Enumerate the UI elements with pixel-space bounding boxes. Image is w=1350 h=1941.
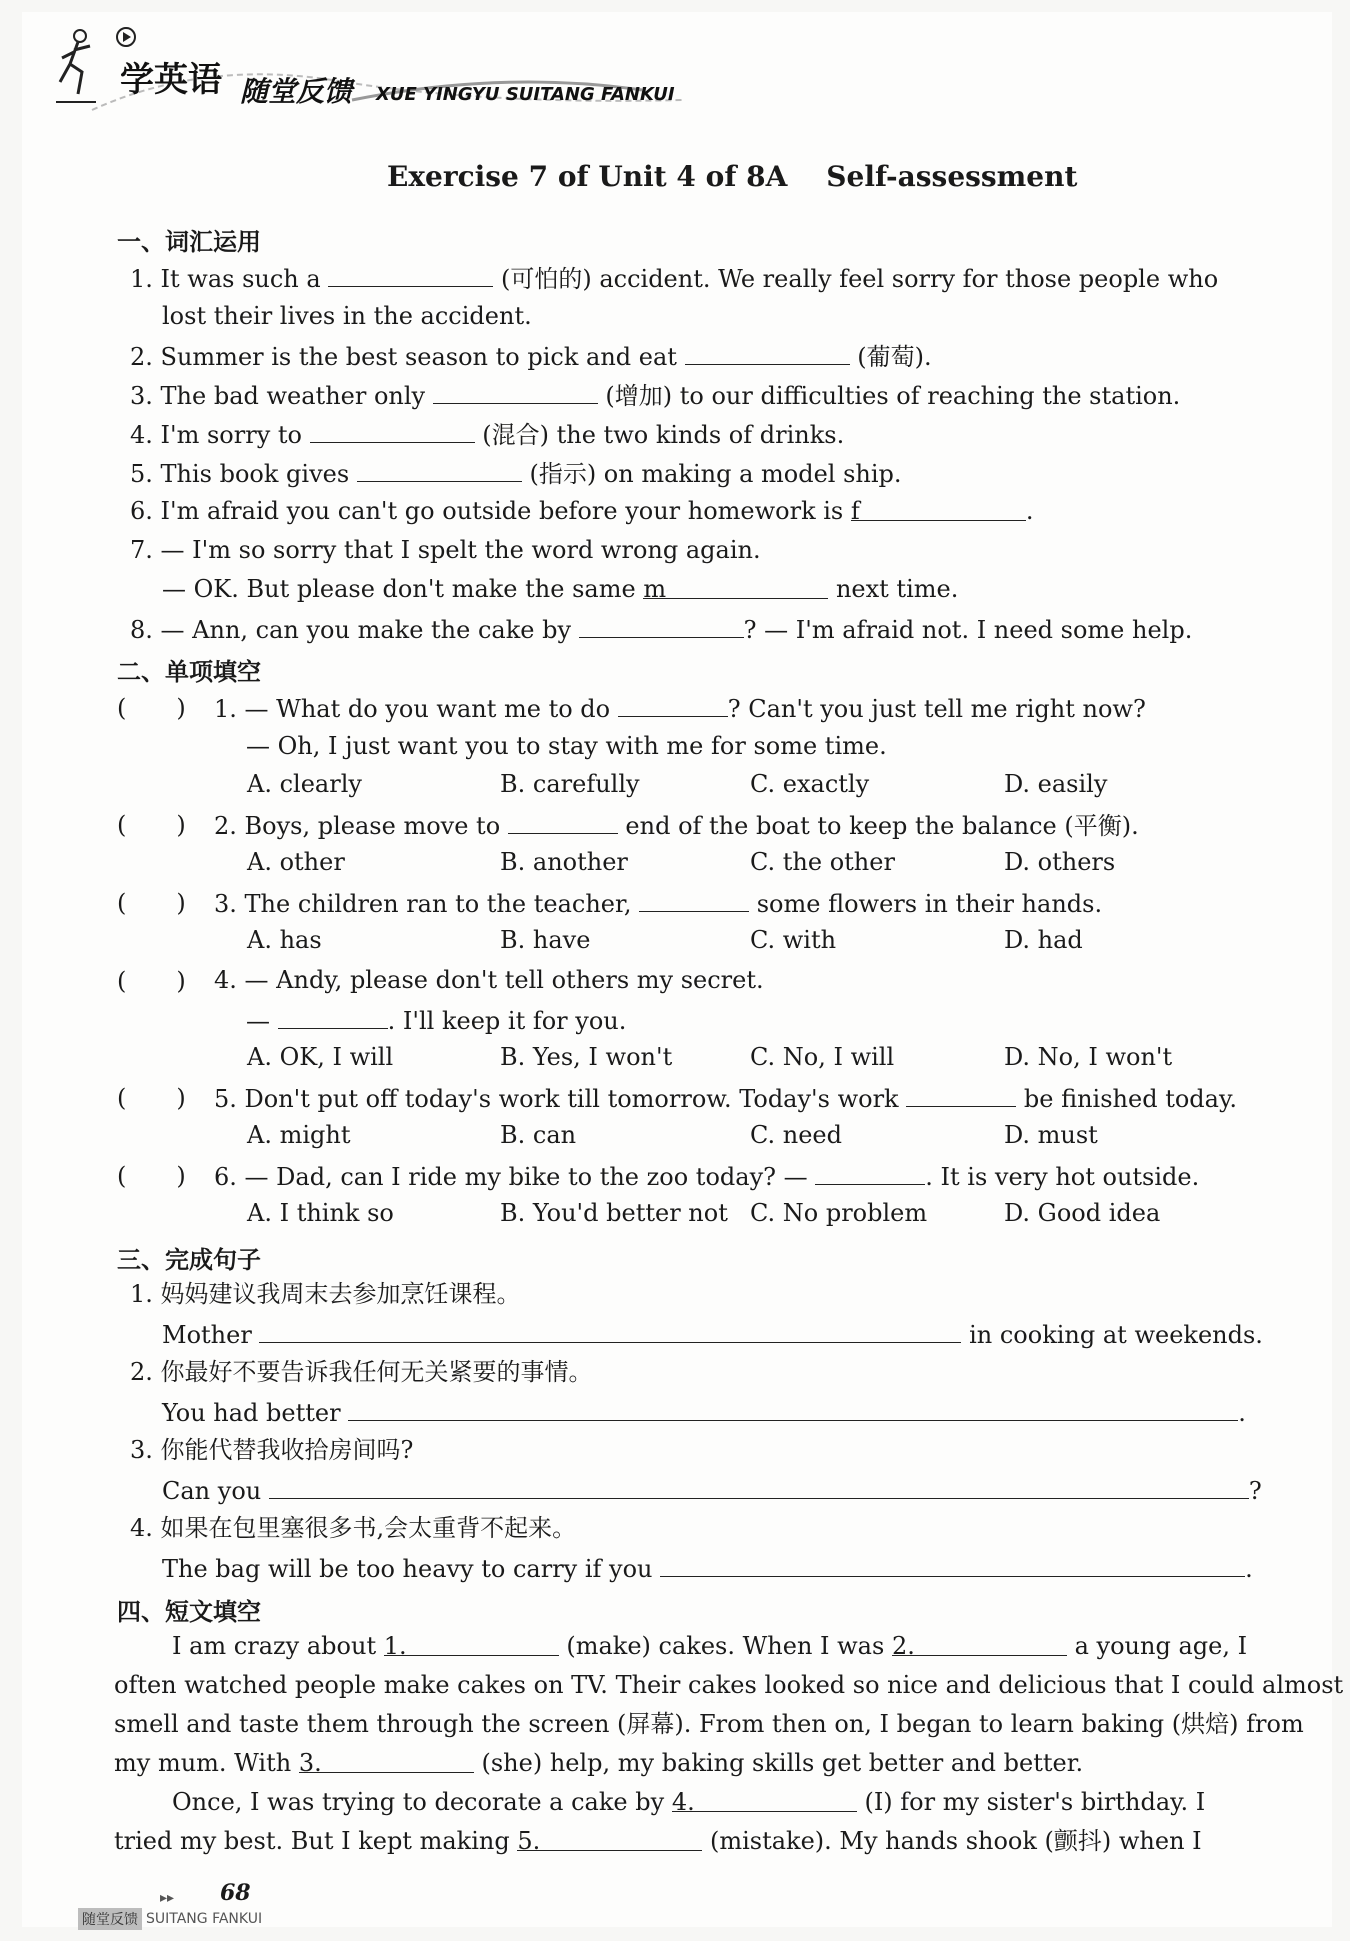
footer-tag <box>78 1908 262 1930</box>
answer-line[interactable] <box>269 1474 1249 1499</box>
mc-q1-paren: ( ) <box>117 694 186 722</box>
vocab-q3: 3. The bad weather only (增加) to our difficulties of reaching the station. <box>130 379 1180 411</box>
mc-q3-option-d[interactable]: D. had <box>1004 926 1083 954</box>
vocab-q2: 2. Summer is the best season to pick and eat (葡萄). <box>130 340 932 372</box>
complete-q2-cn: 2. 你最好不要告诉我任何无关紧要的事情。 <box>130 1358 593 1386</box>
mc-q4-option-c[interactable]: C. No, I will <box>750 1043 895 1071</box>
mc-q2-paren: ( ) <box>117 811 186 839</box>
vocab-q4: 4. I'm sorry to (混合) the two kinds of drinks. <box>130 418 844 450</box>
answer-blank[interactable] <box>278 1004 388 1029</box>
mc-q3-option-a[interactable]: A. has <box>247 926 322 954</box>
passage-blank-1[interactable]: 1. <box>384 1631 559 1656</box>
mc-q5-option-d[interactable]: D. must <box>1004 1121 1098 1149</box>
mc-q3: 3. The children ran to the teacher, some flowers in their hands. <box>214 887 1102 919</box>
brand-cn-sub: 随堂反馈 <box>240 75 353 108</box>
mc-answer-box[interactable] <box>126 809 176 833</box>
answer-blank[interactable] <box>639 887 749 912</box>
section-heading-vocab: 一、词汇运用 <box>117 228 261 256</box>
passage-line-6: tried my best. But I kept making 5. (mistake). My hands shook (颤抖) when I <box>114 1827 1202 1855</box>
passage-blank-2[interactable]: 2. <box>892 1631 1067 1656</box>
vocab-q7-reply: — OK. But please don't make the same m next time. <box>162 575 959 603</box>
mc-q6-option-b[interactable]: B. You'd better not <box>500 1199 728 1227</box>
vocab-q6: 6. I'm afraid you can't go outside before your homework is f . <box>130 497 1034 525</box>
mc-q4-option-d[interactable]: D. No, I won't <box>1004 1043 1173 1071</box>
passage-blank-4[interactable]: 4. <box>672 1787 857 1812</box>
mc-answer-box[interactable] <box>126 1082 176 1106</box>
answer-blank[interactable] <box>357 457 522 482</box>
answer-line[interactable] <box>660 1552 1245 1577</box>
section-heading-complete: 三、完成句子 <box>117 1246 261 1274</box>
section-heading-passage: 四、短文填空 <box>117 1598 261 1626</box>
section-heading-mc: 二、单项填空 <box>117 658 261 686</box>
mc-q6-option-c[interactable]: C. No problem <box>750 1199 928 1227</box>
complete-q4: The bag will be too heavy to carry if you . <box>162 1552 1253 1584</box>
mc-q1-option-a[interactable]: A. clearly <box>247 770 362 798</box>
answer-blank[interactable]: f <box>851 496 1026 521</box>
mc-q1: 1. — What do you want me to do ? Can't you just tell me right now? <box>214 692 1146 724</box>
mc-q2-option-c[interactable]: C. the other <box>750 848 895 876</box>
complete-q2: You had better . <box>162 1396 1246 1428</box>
mc-q6-paren: ( ) <box>117 1162 186 1190</box>
answer-blank[interactable] <box>579 613 744 638</box>
mc-q2: 2. Boys, please move to end of the boat to keep the balance (平衡). <box>214 809 1139 841</box>
mc-q6: 6. — Dad, can I ride my bike to the zoo today? — . It is very hot outside. <box>214 1160 1199 1192</box>
footer-arrow-icon: ▸▸ <box>160 1890 175 1906</box>
mc-answer-box[interactable] <box>126 965 176 989</box>
passage-line-2: often watched people make cakes on TV. Their cakes looked so nice and delicious that I could almost <box>114 1671 1344 1699</box>
passage-line-5: Once, I was trying to decorate a cake by 4. (I) for my sister's birthday. I <box>172 1788 1206 1816</box>
mc-q5-option-b[interactable]: B. can <box>500 1121 577 1149</box>
mc-q1-option-c[interactable]: C. exactly <box>750 770 870 798</box>
mc-q6-option-d[interactable]: D. Good idea <box>1004 1199 1161 1227</box>
mc-answer-box[interactable] <box>126 692 176 716</box>
mc-q6-option-a[interactable]: A. I think so <box>247 1199 394 1227</box>
mc-q4-paren: ( ) <box>117 967 186 995</box>
answer-blank[interactable] <box>433 379 598 404</box>
mc-q5-option-c[interactable]: C. need <box>750 1121 842 1149</box>
complete-q3: Can you ? <box>162 1474 1262 1506</box>
passage-line-4: my mum. With 3. (she) help, my baking skills get better and better. <box>114 1749 1084 1777</box>
complete-q4-cn: 4. 如果在包里塞很多书,会太重背不起来。 <box>130 1514 577 1542</box>
answer-line[interactable] <box>259 1318 961 1343</box>
mc-q1-option-b[interactable]: B. carefully <box>500 770 640 798</box>
answer-blank[interactable] <box>906 1082 1016 1107</box>
complete-q1: Mother in cooking at weekends. <box>162 1318 1263 1350</box>
answer-blank[interactable] <box>685 340 850 365</box>
mc-q2-option-d[interactable]: D. others <box>1004 848 1116 876</box>
vocab-q1-cont: lost their lives in the accident. <box>162 302 532 330</box>
vocab-q7: 7. — I'm so sorry that I spelt the word wrong again. <box>130 536 761 564</box>
mc-answer-box[interactable] <box>126 1160 176 1184</box>
mc-q3-option-b[interactable]: B. have <box>500 926 591 954</box>
mc-q4: 4. — Andy, please don't tell others my secret. <box>214 966 764 994</box>
brand-en: XUE YINGYU SUITANG FANKUI <box>376 84 675 105</box>
play-icon <box>115 26 137 52</box>
mc-q2-option-a[interactable]: A. other <box>247 848 345 876</box>
mc-q4-reply: — . I'll keep it for you. <box>246 1004 626 1036</box>
vocab-q8: 8. — Ann, can you make the cake by ? — I'm afraid not. I need some help. <box>130 613 1192 645</box>
vocab-q1: 1. It was such a (可怕的) accident. We really feel sorry for those people who <box>130 262 1218 294</box>
passage-line-1: I am crazy about 1. (make) cakes. When I was 2. a young age, I <box>172 1632 1248 1660</box>
answer-line[interactable] <box>348 1396 1238 1421</box>
passage-line-3: smell and taste them through the screen (屏幕). From then on, I began to learn baking (烘焙) from <box>114 1710 1304 1738</box>
mc-answer-box[interactable] <box>126 887 176 911</box>
answer-blank[interactable] <box>328 262 493 287</box>
footer-tag-cn: 随堂反馈 <box>78 1908 142 1930</box>
page-title: Exercise 7 of Unit 4 of 8A Self-assessment <box>387 160 1078 193</box>
mc-q5: 5. Don't put off today's work till tomorrow. Today's work be finished today. <box>214 1082 1237 1114</box>
passage-blank-5[interactable]: 5. <box>517 1826 702 1851</box>
mc-q3-option-c[interactable]: C. with <box>750 926 837 954</box>
answer-blank[interactable] <box>508 809 618 834</box>
footer-tag-en: SUITANG FANKUI <box>146 1911 263 1927</box>
answer-blank[interactable] <box>310 418 475 443</box>
answer-blank[interactable] <box>815 1160 925 1185</box>
complete-q3-cn: 3. 你能代替我收拾房间吗? <box>130 1436 414 1464</box>
mc-q4-option-a[interactable]: A. OK, I will <box>247 1043 394 1071</box>
vocab-q5: 5. This book gives (指示) on making a model ship. <box>130 457 902 489</box>
brand-cn-main: 学英语 <box>120 60 222 100</box>
passage-blank-3[interactable]: 3. <box>299 1748 474 1773</box>
mc-q3-paren: ( ) <box>117 889 186 917</box>
workbook-page <box>22 12 1344 1928</box>
mc-q2-option-b[interactable]: B. another <box>500 848 628 876</box>
answer-blank[interactable]: m <box>643 574 828 599</box>
mc-q1-option-d[interactable]: D. easily <box>1004 770 1108 798</box>
complete-q1-cn: 1. 妈妈建议我周末去参加烹饪课程。 <box>130 1280 521 1308</box>
mc-q4-option-b[interactable]: B. Yes, I won't <box>500 1043 673 1071</box>
mc-q1-reply: — Oh, I just want you to stay with me for some time. <box>246 732 887 760</box>
answer-blank[interactable] <box>618 692 728 717</box>
page-number: 68 <box>220 1880 251 1906</box>
mc-q5-option-a[interactable]: A. might <box>247 1121 351 1149</box>
mc-q5-paren: ( ) <box>117 1084 186 1112</box>
